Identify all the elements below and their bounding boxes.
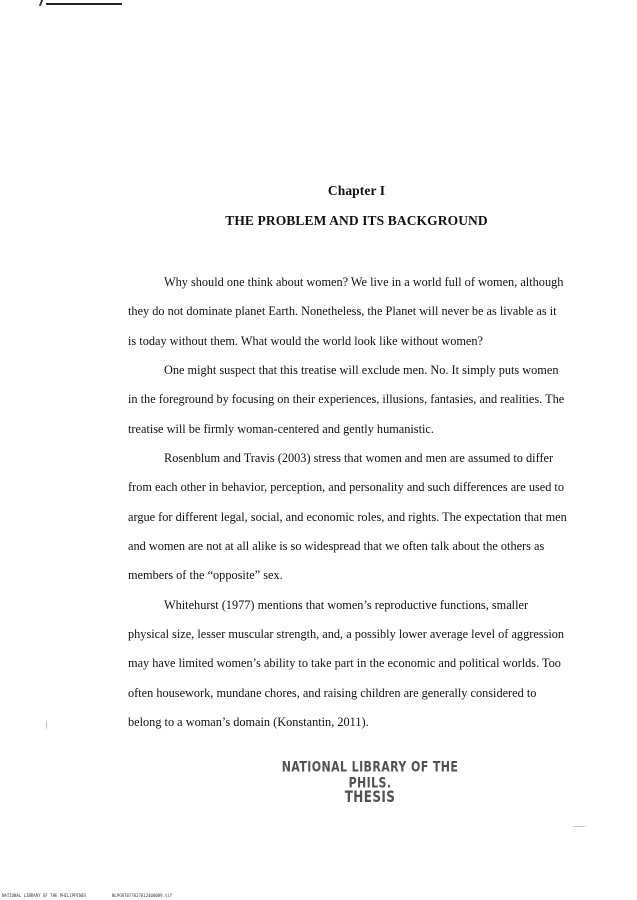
footer-library: NATIONAL LIBRARY OF THE PHILIPPINES bbox=[2, 893, 87, 898]
text-line: Rosenblum and Travis (2003) stress that women and men are assumed to differ bbox=[164, 451, 554, 466]
text-line: may have limited women’s ability to take part in the economic and political worlds. Too bbox=[128, 656, 561, 671]
scan-speck bbox=[572, 826, 586, 827]
text-line: and women are not at all alike is so widespread that we often talk about the others as bbox=[128, 539, 545, 554]
text-line: Whitehurst (1977) mentions that women’s reproductive functions, smaller bbox=[164, 597, 529, 612]
text-line: argue for different legal, social, and economic roles, and rights. The expectation that men bbox=[128, 509, 567, 524]
text-line: they do not dominate planet Earth. Nonetheless, the Planet will never be as livable as it bbox=[128, 304, 557, 319]
library-stamp bbox=[270, 758, 470, 807]
scan-speck bbox=[46, 720, 47, 730]
paragraph-1 bbox=[128, 268, 586, 356]
footer-code: NLPGRT077027012400009.tif bbox=[112, 893, 173, 898]
paragraph-3 bbox=[128, 444, 586, 591]
text-line: One might suspect that this treatise will exclude men. No. It simply puts women bbox=[164, 363, 559, 378]
scan-edge-mark bbox=[0, 0, 120, 6]
body-text bbox=[128, 268, 586, 738]
text-line: members of the “opposite” sex. bbox=[128, 568, 283, 583]
chapter-title: THE PROBLEM AND ITS BACKGROUND bbox=[225, 213, 488, 228]
text-line: physical size, lesser muscular strength, and, a possibly lower average level of aggression bbox=[128, 627, 565, 642]
stamp-line-2: THESIS bbox=[344, 787, 396, 807]
text-line: often housework, mundane chores, and raising children are generally considered to bbox=[128, 685, 537, 700]
text-line: belong to a woman’s domain (Konstantin, 2011). bbox=[128, 715, 369, 730]
paragraph-2 bbox=[128, 356, 586, 444]
scan-tick bbox=[39, 0, 43, 6]
scan-bar bbox=[46, 3, 122, 5]
text-line: treatise will be firmly woman-centered and gently humanistic. bbox=[128, 421, 434, 436]
paragraph-4 bbox=[128, 591, 586, 738]
text-line: is today without them. What would the world look like without women? bbox=[128, 333, 483, 348]
chapter-label: Chapter I bbox=[327, 183, 386, 198]
text-line: Why should one think about women? We live in a world full of women, although bbox=[164, 275, 564, 289]
text-line: from each other in behavior, perception, and personality and such differences are used to bbox=[128, 480, 564, 495]
text-line: in the foreground by focusing on their experiences, illusions, fantasies, and realities. The bbox=[128, 392, 565, 407]
scan-footer bbox=[0, 892, 637, 900]
stamp-line-1: NATIONAL LIBRARY OF THE PHILS. bbox=[281, 758, 459, 792]
